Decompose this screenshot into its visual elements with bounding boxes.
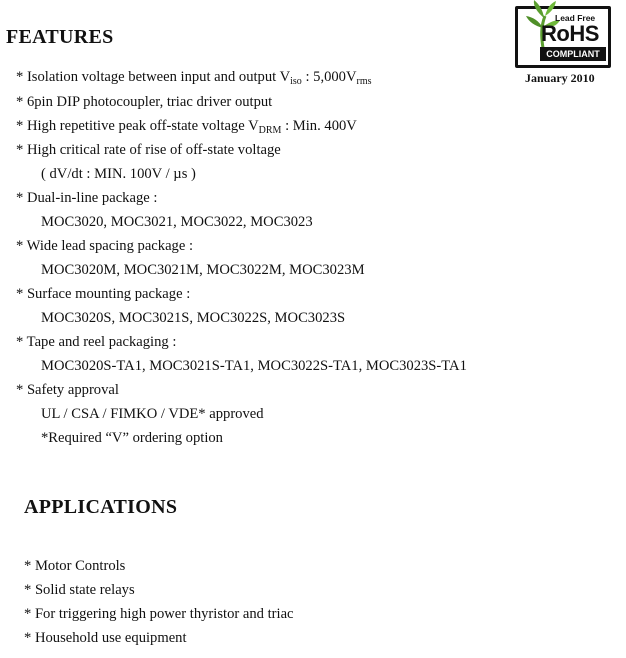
feature-critical-rate: * High critical rate of rise of off-state voltage — [16, 142, 281, 158]
subscript-iso: iso — [290, 76, 302, 87]
applications-heading: APPLICATIONS — [24, 496, 178, 518]
feature-safety-note: *Required “V” ordering option — [41, 430, 223, 446]
rohs-logo — [515, 0, 611, 66]
subscript-drm: DRM — [258, 125, 282, 136]
feature-off-state-voltage — [16, 117, 357, 135]
feature-wide-lead-models: MOC3020M, MOC3021M, MOC3022M, MOC3023M — [41, 262, 365, 278]
feature-photocoupler: * 6pin DIP photocoupler, triac driver output — [16, 94, 273, 110]
application-item: * Motor Controls — [24, 558, 126, 574]
lead-free-label: Lead Free — [555, 13, 596, 23]
feature-surface-mount-models: MOC3020S, MOC3021S, MOC3022S, MOC3023S — [41, 310, 346, 326]
feature-tape-reel-models: MOC3020S-TA1, MOC3021S-TA1, MOC3022S-TA1, MOC3023S-TA1 — [41, 358, 467, 374]
application-item: * Household use equipment — [24, 630, 187, 646]
compliant-label: COMPLIANT — [540, 47, 606, 61]
feature-dual-in-line-models: MOC3020, MOC3021, MOC3022, MOC3023 — [41, 214, 313, 230]
document-date: January 2010 — [525, 71, 595, 85]
feature-text: * Isolation voltage between input and output V — [16, 69, 291, 85]
feature-text: * High repetitive peak off-state voltage V — [16, 118, 259, 134]
feature-isolation-voltage — [16, 68, 372, 86]
feature-safety-approval: * Safety approval — [16, 382, 119, 398]
feature-safety-approval-list: UL / CSA / FIMKO / VDE* approved — [41, 406, 264, 422]
feature-wide-lead: * Wide lead spacing package : — [16, 238, 194, 254]
rohs-label: RoHS — [541, 21, 599, 46]
feature-surface-mount: * Surface mounting package : — [16, 286, 191, 302]
feature-tape-reel: * Tape and reel packaging : — [16, 334, 177, 350]
feature-text: : Min. 400V — [281, 118, 357, 134]
feature-critical-rate-value: ( dV/dt : MIN. 100V / µs ) — [41, 166, 196, 182]
features-heading: FEATURES — [6, 26, 114, 48]
feature-text: : 5,000V — [301, 69, 357, 85]
application-item: * Solid state relays — [24, 582, 135, 598]
application-item: * For triggering high power thyristor and triac — [24, 606, 294, 622]
feature-dual-in-line: * Dual-in-line package : — [16, 190, 158, 206]
subscript-rms: rms — [356, 76, 372, 87]
